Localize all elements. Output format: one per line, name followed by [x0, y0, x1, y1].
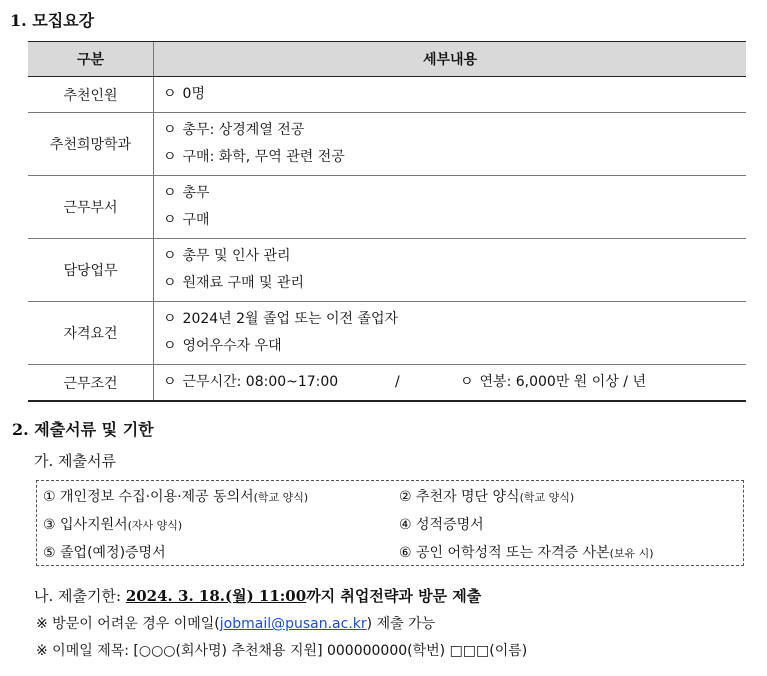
section-title-documents: 2. 제출서류 및 기한: [12, 420, 154, 439]
header-details: 세부내용: [154, 42, 747, 77]
bullet-icon: ㅇ: [163, 86, 177, 102]
detail-line: ㅇ 구매: 화학, 무역 관련 전공: [155, 144, 745, 171]
table-header-row: [28, 42, 746, 77]
deadline-date: 2024. 3. 18.(월) 11:00: [125, 587, 307, 605]
row-category: 추천인원: [28, 77, 154, 113]
list-item: ⑥ 공인 어학성적 또는 자격증 사본(보유 시): [399, 545, 654, 561]
table-row: [28, 239, 746, 302]
row-category: 자격요건: [28, 302, 154, 365]
bullet-icon: ㅇ: [163, 275, 177, 291]
row-category: 추천희망학과: [28, 113, 154, 176]
row-category: 근무부서: [28, 176, 154, 239]
detail-line: [155, 369, 745, 396]
row-category: 근무조건: [28, 365, 154, 402]
table-row: [28, 365, 746, 402]
bullet-icon: ㅇ: [163, 122, 177, 138]
detail-line: ㅇ 총무 및 인사 관리: [155, 243, 745, 270]
row-category: 담당업무: [28, 239, 154, 302]
bullet-icon: ㅇ: [163, 149, 177, 165]
table-row: [28, 113, 746, 176]
salary: 연봉: 6,000만 원 이상 / 년: [479, 374, 646, 390]
email-subject-note: ※ 이메일 제목: [○○○(회사명) 추천채용 지원] 000000000(학번) □□□(이름): [36, 643, 528, 659]
table-row: [28, 176, 746, 239]
detail-line: ㅇ 구매: [155, 207, 745, 234]
bullet-icon: ㅇ: [163, 212, 177, 228]
table-row: [28, 77, 746, 113]
list-item: ② 추천자 명단 양식(학교 양식): [399, 489, 575, 505]
detail-line: ㅇ 총무: 상경계열 전공: [155, 117, 745, 144]
work-hours: 근무시간: 08:00~17:00: [182, 374, 339, 390]
separator: /: [395, 374, 400, 390]
documents-box: [36, 480, 744, 566]
email-link[interactable]: jobmail@pusan.ac.kr: [219, 616, 367, 632]
detail-line: ㅇ 원재료 구매 및 관리: [155, 270, 745, 297]
section-title-recruitment: 1. 모집요강: [10, 11, 95, 30]
header-category: 구분: [28, 42, 154, 77]
list-item: ③ 입사지원서(자사 양식): [43, 517, 183, 533]
deadline-line: [34, 585, 481, 606]
list-item: ⑤ 졸업(예정)증명서: [43, 545, 166, 561]
bullet-icon: ㅇ: [163, 185, 177, 201]
bullet-icon: ㅇ: [460, 374, 474, 390]
recruitment-table: [28, 42, 746, 402]
table-row: [28, 302, 746, 365]
detail-line: ㅇ 2024년 2월 졸업 또는 이전 졸업자: [155, 306, 745, 333]
bullet-icon: ㅇ: [163, 374, 177, 390]
bullet-icon: ㅇ: [163, 248, 177, 264]
bullet-icon: ㅇ: [163, 311, 177, 327]
deadline-suffix: 까지 취업전략과 방문 제출: [306, 587, 482, 605]
list-item: ④ 성적증명서: [399, 517, 484, 533]
deadline-label: 나. 제출기한:: [34, 587, 126, 605]
detail-line: ㅇ 영어우수자 우대: [155, 333, 745, 360]
detail-line: ㅇ 0명: [155, 81, 745, 108]
detail-line: ㅇ 총무: [155, 180, 745, 207]
bullet-icon: ㅇ: [163, 338, 177, 354]
list-item: ① 개인정보 수집·이용·제공 동의서(학교 양식): [43, 489, 309, 505]
email-note: ※ 방문이 어려운 경우 이메일(jobmail@pusan.ac.kr) 제출 가능: [36, 616, 436, 632]
subsection-documents: 가. 제출서류: [34, 452, 116, 470]
